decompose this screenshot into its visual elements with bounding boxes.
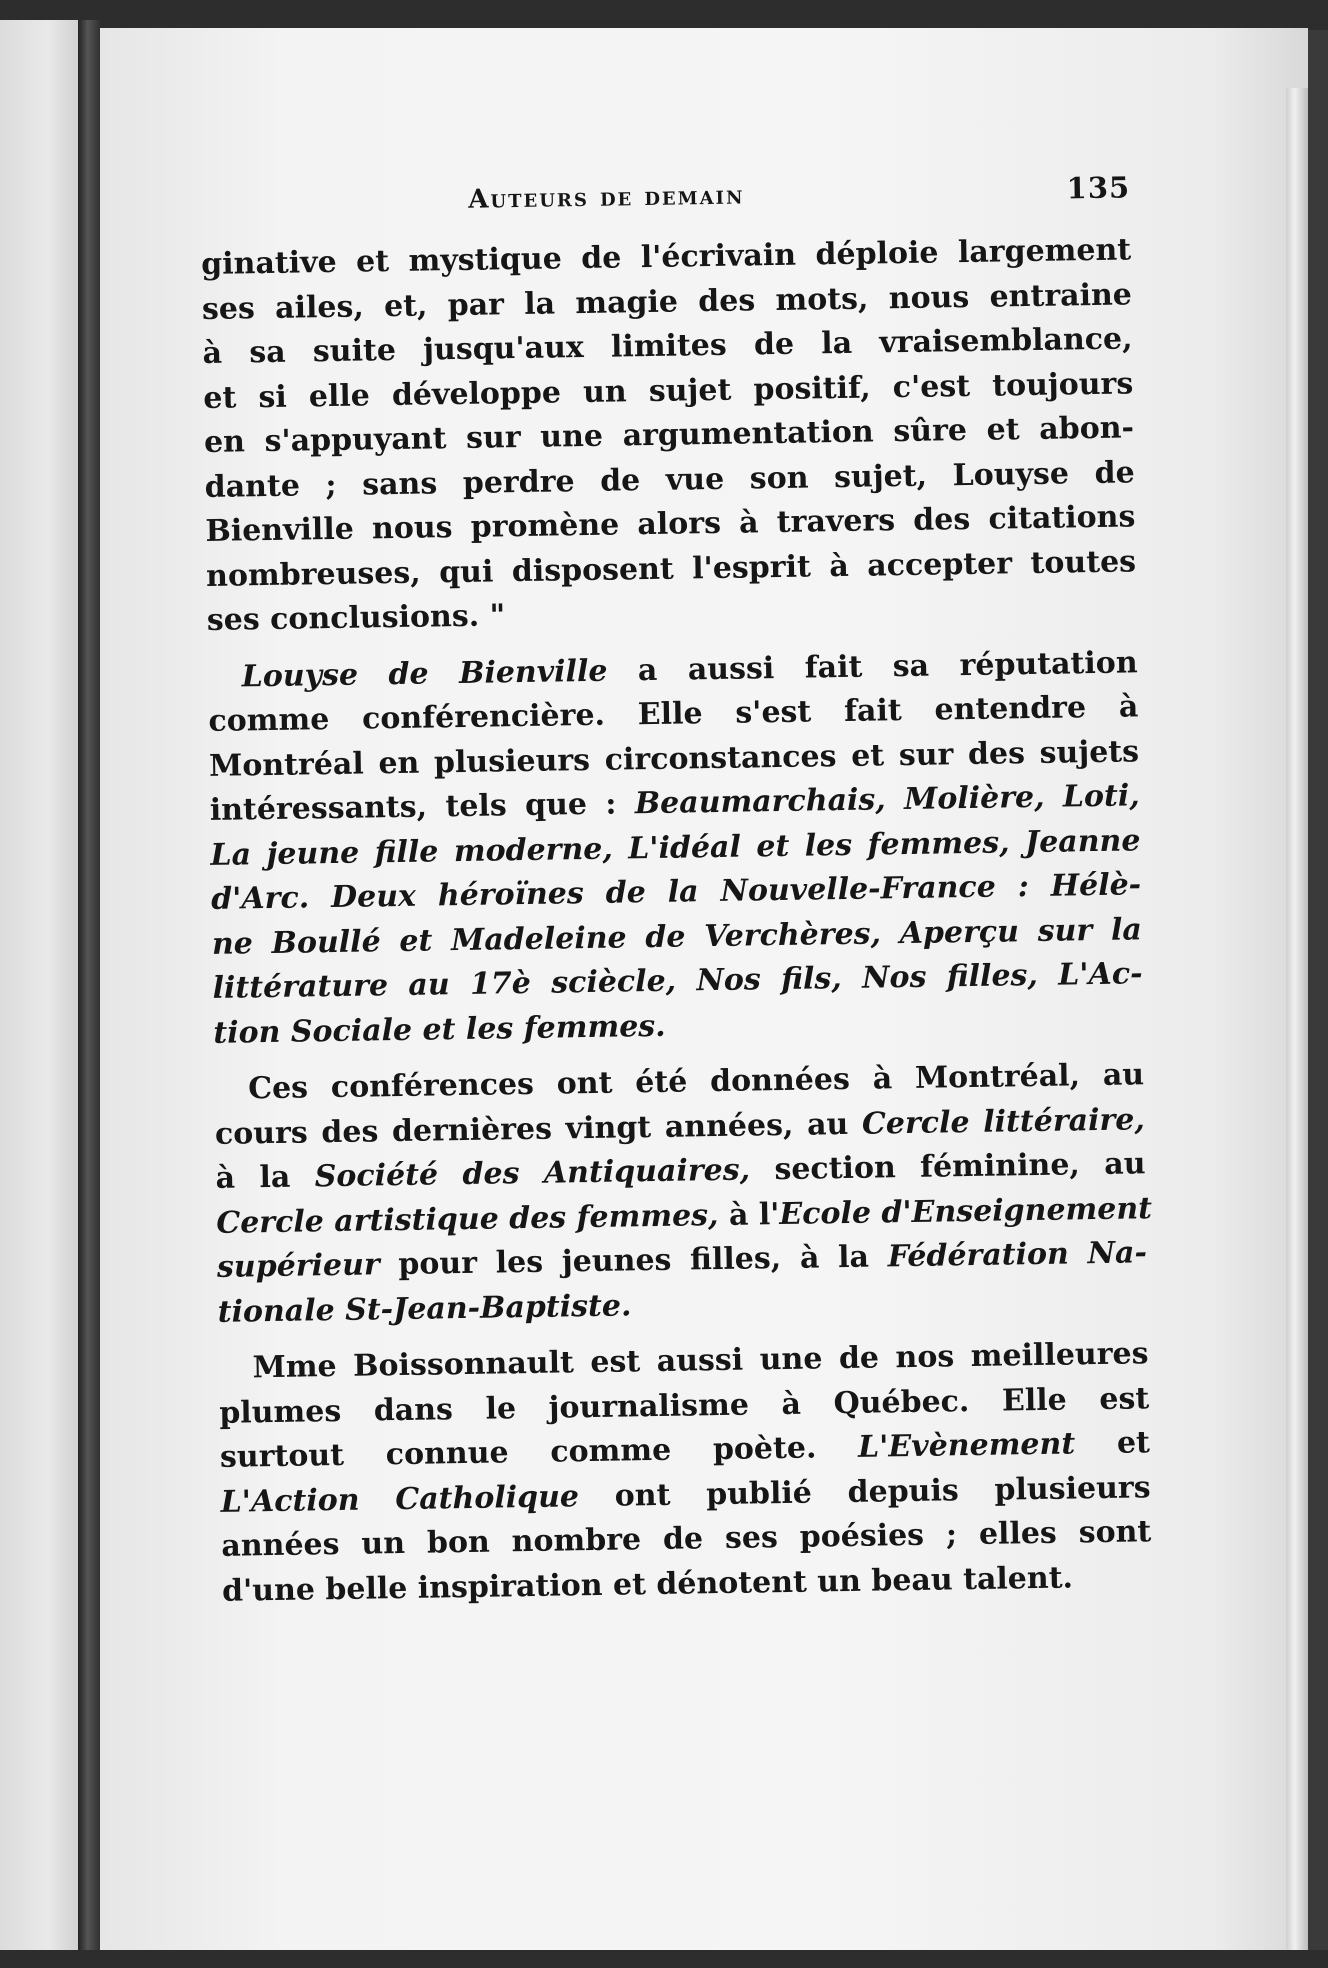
body-text	[201, 228, 1152, 1613]
paragraph	[207, 641, 1143, 1056]
italic-text-run: Société des Antiquaires,	[314, 1152, 751, 1195]
text-run: Bienville nous promène alors à travers des citations	[205, 499, 1136, 549]
text-run: ses conclusions. "	[206, 598, 506, 638]
page-right-edge	[1286, 88, 1308, 1968]
text-run: surtout connue comme poète.	[219, 1429, 859, 1475]
text-run: années un bon nombre de ses poésies ; elles sont	[221, 1514, 1152, 1564]
italic-text-run: tionale St-Jean-Baptiste.	[217, 1287, 632, 1330]
text-run: en s'appuyant sur une argumentation sûre et abon-	[203, 410, 1135, 460]
text-run: ses ailes, et, par la magie des mots, nous entraine	[201, 276, 1133, 327]
italic-text-run: ne Boullé et Madeleine de Verchères, Aperçu sur la	[211, 911, 1143, 962]
italic-text-run: Ecole d'Enseignement	[779, 1190, 1153, 1232]
text-run: à sa suite jusqu'aux limites de la vraisemblance,	[202, 321, 1133, 371]
text-run: et	[1074, 1425, 1151, 1462]
book-spine	[78, 20, 102, 1968]
text-run: Ces conférences ont été données à Montréal, au	[247, 1057, 1145, 1107]
paragraph	[218, 1332, 1152, 1614]
italic-text-run: supérieur	[216, 1247, 380, 1285]
scanner-top-border	[0, 0, 1328, 30]
italic-text-run: littérature au 17è sciècle, Nos fils, Nos filles, L'Ac-	[212, 956, 1143, 1006]
text-run: section féminine, au	[749, 1146, 1146, 1188]
text-run: Mme Boissonnault est aussi une de nos meilleures	[252, 1336, 1149, 1386]
text-run: intéressants, tels que :	[209, 786, 636, 828]
scanner-bottom-border	[0, 1950, 1328, 1968]
italic-text-run: tion Sociale et les femmes.	[213, 1008, 666, 1051]
italic-text-run: Louyse de Bienville	[241, 653, 608, 694]
page-number: 135	[1066, 170, 1131, 206]
text-run: ont publié depuis plusieurs	[578, 1469, 1151, 1514]
italic-text-run: L'Action Catholique	[220, 1478, 580, 1520]
text-run: a aussi fait sa réputation	[607, 644, 1138, 689]
text-run: plumes dans le journalisme à Québec. Elle est	[219, 1380, 1150, 1431]
text-run: comme conférencière. Elle s'est fait entendre à	[208, 689, 1139, 739]
italic-text-run: L'Evènement	[857, 1426, 1076, 1465]
text-run: à la	[215, 1159, 315, 1196]
paragraph	[201, 228, 1137, 643]
text-run: nombreuses, qui disposent l'esprit à accepter toutes	[205, 543, 1137, 594]
italic-text-run: La jeune fille moderne, L'idéal et les femmes, Jeanne	[210, 822, 1141, 873]
running-title: Auteurs de demain	[468, 180, 745, 215]
text-run: et si elle développe un sujet positif, c'est toujours	[203, 365, 1134, 416]
text-run: cours des dernières vingt années, au	[214, 1106, 863, 1152]
page-text-block	[200, 170, 1152, 1613]
italic-text-run: Cercle artistique des femmes,	[216, 1197, 719, 1241]
italic-text-run: Beaumarchais, Molière, Loti,	[634, 778, 1140, 822]
text-run: ginative et mystique de l'écrivain déploie largement	[200, 232, 1132, 282]
italic-text-run: d'Arc. Deux héroïnes de la Nouvelle-France : Hélè-	[210, 867, 1142, 917]
paragraph	[214, 1053, 1153, 1335]
facing-page-edge	[0, 20, 80, 1968]
italic-text-run: Cercle littéraire,	[861, 1101, 1146, 1142]
text-run: pour les jeunes filles, à la	[379, 1239, 888, 1283]
text-run: à l'	[718, 1196, 780, 1233]
text-run: dante ; sans perdre de vue son sujet, Louyse de	[204, 454, 1135, 505]
text-run: d'une belle inspiration et dénotent un beau talent.	[221, 1559, 1074, 1609]
italic-text-run: Fédération Na-	[887, 1235, 1148, 1275]
text-run: Montréal en plusieurs circonstances et sur des sujets	[208, 733, 1140, 784]
